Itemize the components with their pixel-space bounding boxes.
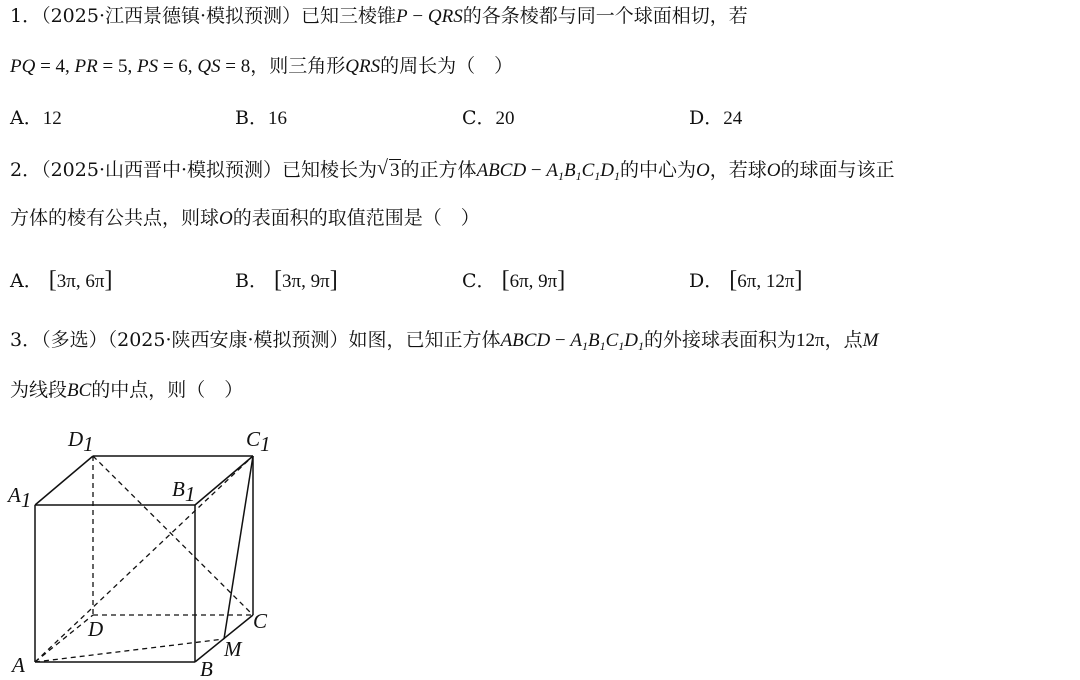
q2-line1: 2．（2025·山西晋中·模拟预测）已知棱长为 √ 3的正方体ABCD − $A_1B_1C_1D_1$的中心为O，若球O的球面与该正: [10, 157, 895, 183]
q1-option-b[interactable]: B．16: [235, 107, 287, 129]
q3-line2: 为线段BC的中点，则（ ）: [10, 379, 244, 401]
label-C1: C1: [246, 427, 271, 456]
cube-figure: [0, 420, 300, 680]
q1-number: 1．: [10, 5, 42, 27]
q2-option-b[interactable]: B． [3π, 9π]: [235, 267, 338, 293]
q1-option-c[interactable]: C．20: [462, 107, 515, 129]
q1-line2: PQ = 4, PR = 5, PS = 6, QS = 8，则三角形QRS的周长为（ ）: [10, 55, 514, 77]
q2-option-d[interactable]: D． [6π, 12π]: [689, 267, 803, 293]
q3-number: 3．: [10, 329, 42, 351]
label-B: B: [200, 657, 213, 680]
label-M: M: [224, 637, 242, 661]
q1-option-d[interactable]: D．24: [689, 107, 743, 129]
label-A1: A1: [8, 483, 32, 512]
q3-tag: （多选）: [41, 329, 108, 351]
label-A: A: [12, 653, 25, 677]
q2-option-a[interactable]: A． [3π, 6π]: [10, 267, 113, 293]
label-D1: D1: [68, 427, 94, 456]
q1-source: （2025·江西景德镇·模拟预测）: [41, 5, 302, 27]
q2-line2: 方体的棱有公共点，则球O的表面积的取值范围是（ ）: [10, 207, 480, 229]
q1-line1: 1．（2025·江西景德镇·模拟预测）已知三棱锥P − QRS的各条棱都与同一个球面相切，若: [10, 5, 748, 27]
q3-source: （2025·陕西安康·模拟预测）: [107, 329, 349, 351]
q3-line1: 3．（多选）（2025·陕西安康·模拟预测）如图，已知正方体ABCD − $A_1B_1C_1D_1$的外接球表面积为12π，点M: [10, 329, 879, 353]
label-C: C: [253, 609, 268, 633]
q2-number: 2．: [10, 159, 42, 181]
q1-option-a[interactable]: A．12: [10, 107, 62, 129]
sqrt-symbol: √ 3: [377, 157, 400, 181]
q2-option-c[interactable]: C． [6π, 9π]: [462, 267, 566, 293]
label-B1: B1: [172, 477, 196, 506]
label-D: D: [88, 617, 104, 641]
q2-source: （2025·山西晋中·模拟预测）: [41, 159, 283, 181]
